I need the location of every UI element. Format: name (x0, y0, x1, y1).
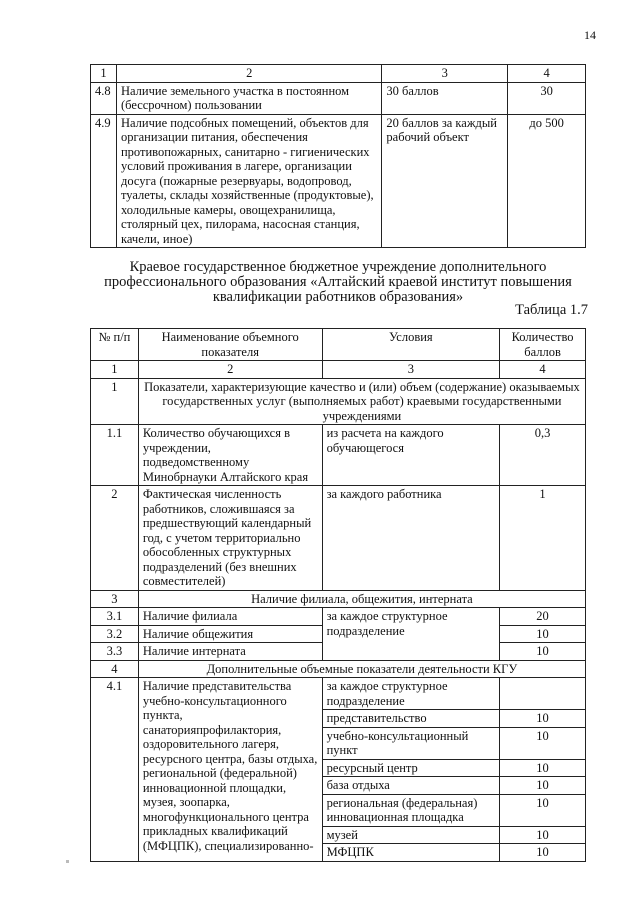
condition: 20 баллов за каждый рабочий объект (382, 114, 508, 248)
condition: региональная (федеральная) инновационная площадка (322, 794, 500, 826)
points: 1 (500, 486, 586, 591)
points: 10 (500, 625, 586, 643)
points: 10 (500, 643, 586, 661)
section-row (91, 660, 586, 678)
col-header-points: Количество баллов (500, 329, 586, 361)
points: 10 (500, 826, 586, 844)
section-title: Показатели, характеризующие качество и (или) объем (содержание) оказываемых государственных услуг (выполняемых работ) краевыми государственными учреждениями (138, 378, 585, 425)
condition: за каждое структурное подразделение (322, 678, 500, 710)
col-number: 1 (91, 65, 117, 83)
col-header-number: № п/п (91, 329, 139, 361)
section-row (91, 378, 586, 425)
row-number: 4.8 (91, 82, 117, 114)
condition: база отдыха (322, 777, 500, 795)
condition: МФЦПК (322, 844, 500, 862)
condition: учебно-консультационный пункт (322, 727, 500, 759)
section-number: 1 (91, 378, 139, 425)
points: 10 (500, 759, 586, 777)
col-number: 2 (116, 65, 381, 83)
indicator-name: Наличие представительства учебно-консультационного пункта, санаторияпрофилактория, оздоровительного лагеря, ресурсного центра, базы отдыха, региональной (федеральной) инновационной площадки, музея, зоопарка, многофункционального центра прикладных квалификаций (МФЦПК), специализированно- (138, 678, 322, 862)
condition: за каждое структурное подразделение (322, 608, 500, 661)
row-number: 4.9 (91, 114, 117, 248)
table-row (91, 82, 586, 114)
table-header-row (91, 329, 586, 361)
col-number: 3 (382, 65, 508, 83)
row-number: 2 (91, 486, 139, 591)
section-row (91, 590, 586, 608)
section-title: Дополнительные объемные показатели деятельности КГУ (138, 660, 585, 678)
points: 0,3 (500, 425, 586, 486)
col-number: 4 (500, 361, 586, 379)
table-row (91, 486, 586, 591)
condition: музей (322, 826, 500, 844)
table-row (91, 425, 586, 486)
condition: за каждого работника (322, 486, 500, 591)
points: 10 (500, 777, 586, 795)
col-number: 1 (91, 361, 139, 379)
indicator-name: Количество обучающихся в учреждении, подведомственному Минобрнауки Алтайского края (138, 425, 322, 486)
table-row (91, 114, 586, 248)
points: 20 (500, 608, 586, 626)
scan-speck (66, 860, 69, 863)
condition: ресурсный центр (322, 759, 500, 777)
indicator-name: Фактическая численность работников, сложившаяся за предшествующий календарный год, с учетом территориально обособленных структурных подразделений (без внешних совместителей) (138, 486, 322, 591)
condition: представительство (322, 710, 500, 728)
condition: из расчета на каждого обучающегося (322, 425, 500, 486)
col-number: 3 (322, 361, 500, 379)
col-number: 2 (138, 361, 322, 379)
points-table (90, 328, 586, 862)
indicator-name: Наличие общежития (138, 625, 322, 643)
col-header-name: Наименование объемного показателя (138, 329, 322, 361)
table-header-row (91, 65, 586, 83)
table-row (91, 678, 586, 710)
section-number: 3 (91, 590, 139, 608)
column-numbers-row (91, 361, 586, 379)
points: 10 (500, 710, 586, 728)
row-number: 3.3 (91, 643, 139, 661)
institution-heading: Краевое государственное бюджетное учреждение дополнительного профессионального образования «Алтайский краевой институт повышения квалификации работников образования» (104, 259, 572, 305)
col-header-conditions: Условия (322, 329, 500, 361)
points: 10 (500, 727, 586, 759)
indicator-name: Наличие интерната (138, 643, 322, 661)
points-empty (500, 678, 586, 710)
page-number: 14 (584, 28, 596, 42)
table-row (91, 608, 586, 626)
row-number: 4.1 (91, 678, 139, 862)
indicator-name: Наличие подсобных помещений, объектов для организации питания, обеспечения противопожарных, санитарно - гигиенических условий проживания в лагере, организации досуга (пожарные резервуары, водопровод, туалеты, склады хозяйственные (продуктовые), холодильные камеры, овощехранилища, столярный цех, пилорама, насосная станция, качели, иное) (116, 114, 381, 248)
section-title: Наличие филиала, общежития, интерната (138, 590, 585, 608)
points: 30 (508, 82, 586, 114)
points: 10 (500, 844, 586, 862)
section-number: 4 (91, 660, 139, 678)
row-number: 3.1 (91, 608, 139, 626)
row-number: 3.2 (91, 625, 139, 643)
row-number: 1.1 (91, 425, 139, 486)
continuation-table (90, 64, 586, 248)
points: до 500 (508, 114, 586, 248)
indicator-name: Наличие филиала (138, 608, 322, 626)
points: 10 (500, 794, 586, 826)
table-number: Таблица 1.7 (515, 302, 588, 318)
indicator-name: Наличие земельного участка в постоянном (бессрочном) пользовании (116, 82, 381, 114)
col-number: 4 (508, 65, 586, 83)
condition: 30 баллов (382, 82, 508, 114)
